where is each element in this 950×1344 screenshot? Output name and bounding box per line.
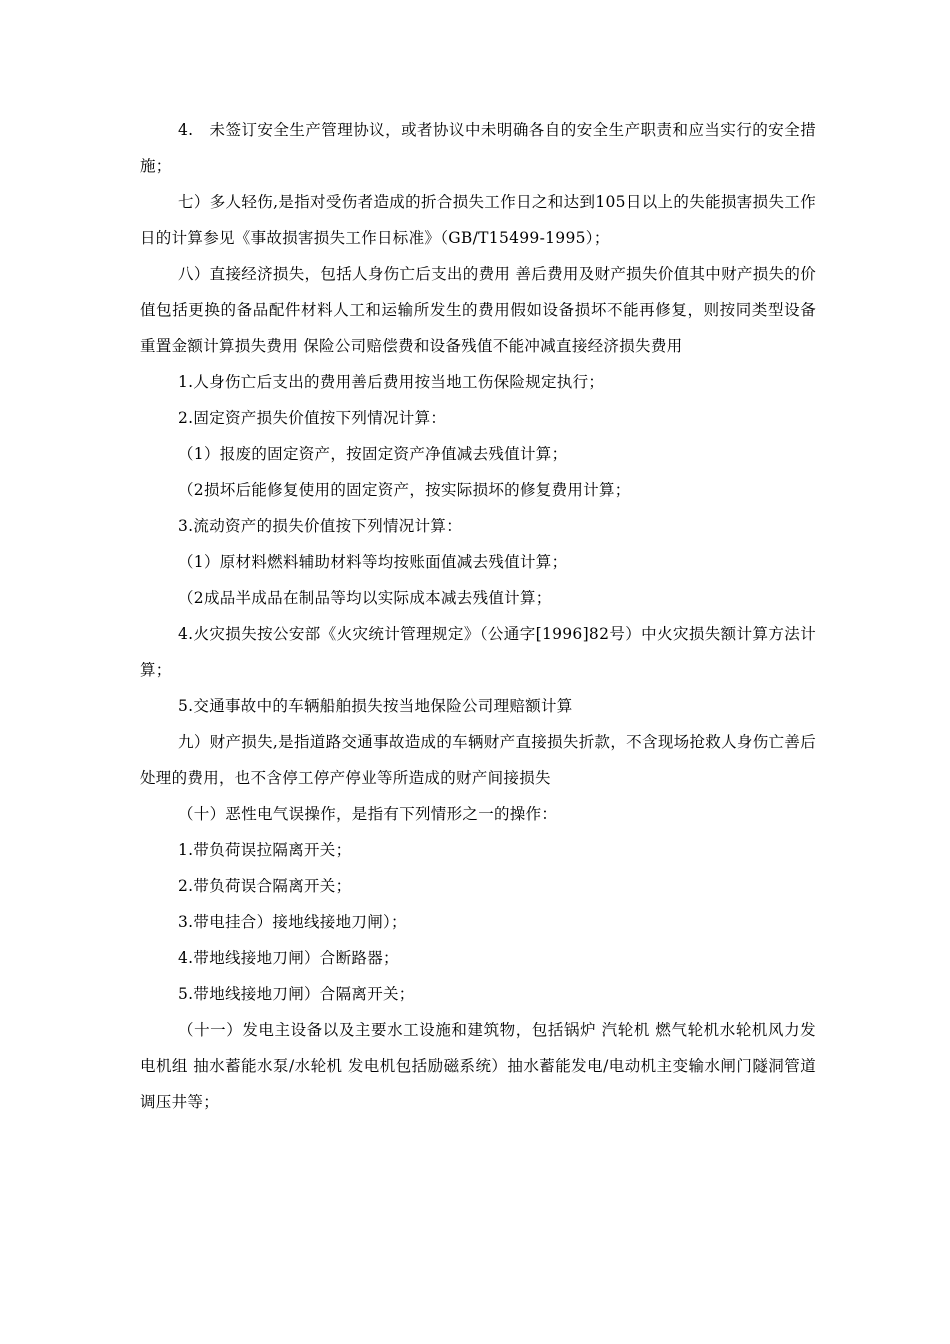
list-item-casualty-costs: 1.人身伤亡后支出的费用善后费用按当地工伤保险规定执行； (178, 373, 605, 391)
document-body (140, 112, 816, 1120)
paragraph-direct-economic-loss: 八）直接经济损失，包括人身伤亡后支出的费用 善后费用及财产损失价值其中财产损失的价值包括更换的备品配件材料人工和运输所发生的费用假如设备损坏不能再修复，则按同类型设备重置金额计算损失费用 保险公司赔偿费和设备残值不能冲减直接经济损失费用 (140, 265, 816, 355)
list-item-traffic-loss: 5.交通事故中的车辆船舶损失按当地保险公司理赔额计算 (178, 697, 573, 715)
list-item-misoperation-1: 1.带负荷误拉隔离开关； (178, 841, 352, 859)
paragraph-electrical-misoperation: （十）恶性电气误操作，是指有下列情形之一的操作： (178, 805, 558, 823)
list-subitem-finished-products: （2成品半成品在制品等均以实际成本减去残值计算； (178, 589, 552, 607)
list-item-fixed-assets: 2.固定资产损失价值按下列情况计算： (178, 409, 447, 427)
paragraph-item-4-agreement: 4. 未签订安全生产管理协议，或者协议中未明确各自的安全生产职责和应当实行的安全措施； (140, 121, 816, 175)
paragraph-main-equipment: （十一）发电主设备以及主要水工设施和建筑物，包括锅炉 汽轮机 燃气轮机水轮机风力发电机组 抽水蓄能水泵/水轮机 发电机包括励磁系统）抽水蓄能发电/电动机主变输水闸门隧洞管道调压井等； (140, 1021, 816, 1111)
paragraph-property-loss: 九）财产损失,是指道路交通事故造成的车辆财产直接损失折款，不含现场抢救人身伤亡善后处理的费用，也不含停工停产停业等所造成的财产间接损失 (140, 733, 816, 787)
paragraph-minor-injuries: 七）多人轻伤,是指对受伤者造成的折合损失工作日之和达到105日以上的失能损害损失工作日的计算参见《事故损害损失工作日标准》（GB/T15499-1995）； (140, 193, 816, 247)
list-item-misoperation-3: 3.带电挂合）接地线接地刀闸）； (178, 913, 407, 931)
list-item-misoperation-2: 2.带负荷误合隔离开关； (178, 877, 352, 895)
list-subitem-raw-materials: （1）原材料燃料辅助材料等均按账面值减去残值计算； (178, 553, 568, 571)
list-item-fire-loss: 4.火灾损失按公安部《火灾统计管理规定》（公通字[1996]82号）中火灾损失额计算方法计算； (140, 625, 816, 679)
list-subitem-repairable-assets: （2损坏后能修复使用的固定资产，按实际损坏的修复费用计算； (178, 481, 631, 499)
list-item-current-assets: 3.流动资产的损失价值按下列情况计算： (178, 517, 462, 535)
list-item-misoperation-5: 5.带地线接地刀闸）合隔离开关； (178, 985, 415, 1003)
list-subitem-scrapped-assets: （1）报废的固定资产，按固定资产净值减去残值计算； (178, 445, 568, 463)
list-item-misoperation-4: 4.带地线接地刀闸）合断路器； (178, 949, 399, 967)
